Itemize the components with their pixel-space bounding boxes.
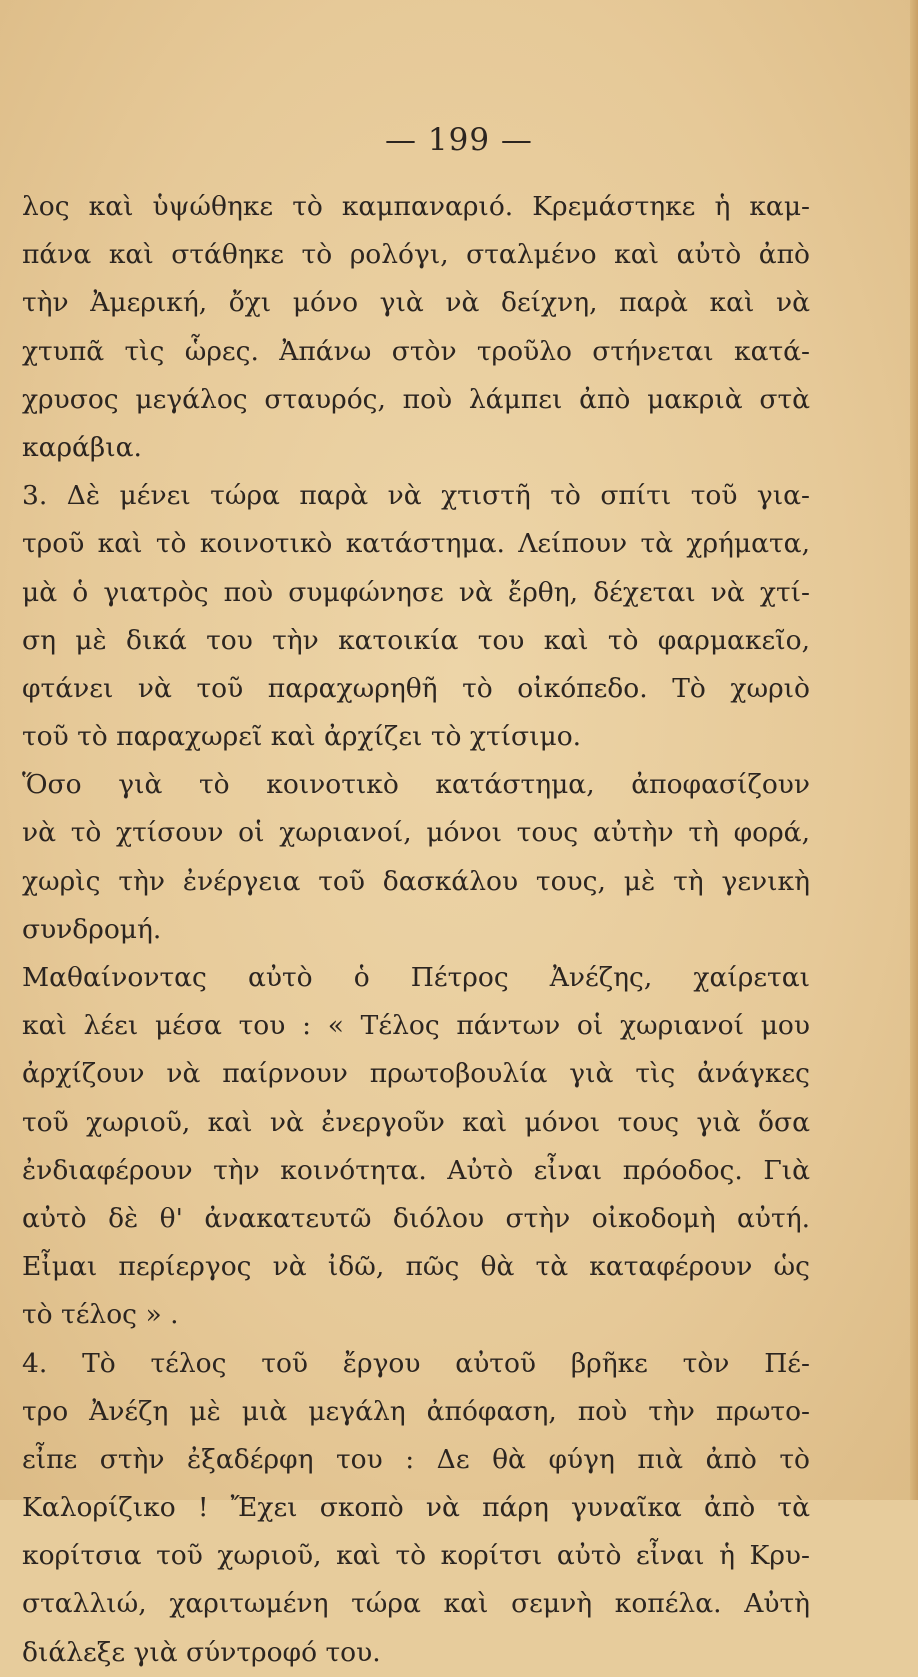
- text-line: ση μὲ δικά του τὴν κατοικία του καὶ τὸ φαρμακεῖο,: [22, 624, 810, 656]
- page-number: — 199 —: [385, 122, 533, 158]
- text-line: Καλορίζικο ! Ἔχει σκοπὸ νὰ πάρη γυναῖκα ἀπὸ τὰ: [22, 1492, 810, 1524]
- text-line: τὴν Ἀμερική, ὄχι μόνο γιὰ νὰ δείχνη, παρὰ καὶ νὰ: [22, 287, 810, 319]
- text-line: τὸ τέλος » .: [22, 1299, 179, 1331]
- text-line: τρο Ἀνέζη μὲ μιὰ μεγάλη ἀπόφαση, ποὺ τὴν πρωτο-: [22, 1395, 810, 1427]
- text-line: τοῦ χωριοῦ, καὶ νὰ ἐνεργοῦν καὶ μόνοι τους γιὰ ὅσα: [22, 1106, 810, 1138]
- text-line: σταλλιώ, χαριτωμένη τώρα καὶ σεμνὴ κοπέλα. Αὐτὴ: [22, 1588, 810, 1620]
- text-line: ἐνδιαφέρουν τὴν κοινότητα. Αὐτὸ εἶναι πρόοδος. Γιὰ: [22, 1154, 810, 1186]
- text-line: χρυσος μεγάλος σταυρός, ποὺ λάμπει ἀπὸ μακριὰ στὰ: [22, 383, 810, 415]
- text-line: 4. Τὸ τέλος τοῦ ἔργου αὐτοῦ βρῆκε τὸν Πέ-: [22, 1347, 810, 1379]
- text-line: ἀρχίζουν νὰ παίρνουν πρωτοβουλία γιὰ τὶς ἀνάγκες: [22, 1058, 810, 1090]
- text-line: 3. Δὲ μένει τώρα παρὰ νὰ χτιστῆ τὸ σπίτι τοῦ για-: [22, 480, 810, 512]
- text-line: πάνα καὶ στάθηκε τὸ ρολόγι, σταλμένο καὶ αὐτὸ ἀπὸ: [22, 239, 810, 271]
- text-line: χωρὶς τὴν ἐνέργεια τοῦ δασκάλου τους, μὲ τὴ γενικὴ: [22, 865, 810, 897]
- text-line: καὶ λέει μέσα του : « Τέλος πάντων οἱ χωριανοί μου: [22, 1010, 810, 1042]
- text-line: καράβια.: [22, 431, 142, 463]
- text-line: τροῦ καὶ τὸ κοινοτικὸ κατάστημα. Λείπουν τὰ χρήματα,: [22, 528, 810, 560]
- text-line: λος καὶ ὑψώθηκε τὸ καμπαναριό. Κρεμάστηκε ἡ καμ-: [22, 191, 810, 222]
- text-line: χτυπᾶ τὶς ὧρες. Ἀπάνω στὸν τροῦλο στήνεται κατά-: [22, 335, 810, 367]
- text-line: αὐτὸ δὲ θ' ἀνακατευτῶ διόλου στὴν οἰκοδομὴ αὐτή.: [22, 1202, 810, 1234]
- text-line: Ὅσο γιὰ τὸ κοινοτικὸ κατάστημα, ἀποφασίζουν: [22, 769, 810, 801]
- text-line: Εἶμαι περίεργος νὰ ἰδῶ, πῶς θὰ τὰ καταφέρουν ὡς: [22, 1251, 810, 1283]
- text-line: διάλεξε γιὰ σύντροφό του.: [22, 1636, 381, 1668]
- text-line: συνδρομή.: [22, 913, 162, 945]
- text-line: εἶπε στὴν ἐξαδέρφη του : Δε θὰ φύγη πιὰ ἀπὸ τὸ: [22, 1443, 810, 1475]
- text-line: μὰ ὁ γιατρὸς ποὺ συμφώνησε νὰ ἔρθη, δέχεται νὰ χτί-: [22, 576, 810, 608]
- page-edge: [910, 0, 918, 1500]
- text-line: κορίτσια τοῦ χωριοῦ, καὶ τὸ κορίτσι αὐτὸ εἶναι ἡ Κρυ-: [22, 1540, 810, 1572]
- text-line: φτάνει νὰ τοῦ παραχωρηθῆ τὸ οἰκόπεδο. Τὸ χωριὸ: [22, 672, 810, 704]
- body-text: [22, 183, 810, 1677]
- text-line: Μαθαίνοντας αὐτὸ ὁ Πέτρος Ἀνέζης, χαίρεται: [22, 962, 810, 993]
- text-line: τοῦ τὸ παραχωρεῖ καὶ ἀρχίζει τὸ χτίσιμο.: [22, 721, 582, 753]
- text-line: νὰ τὸ χτίσουν οἱ χωριανοί, μόνοι τους αὐτὴν τὴ φορά,: [22, 817, 810, 849]
